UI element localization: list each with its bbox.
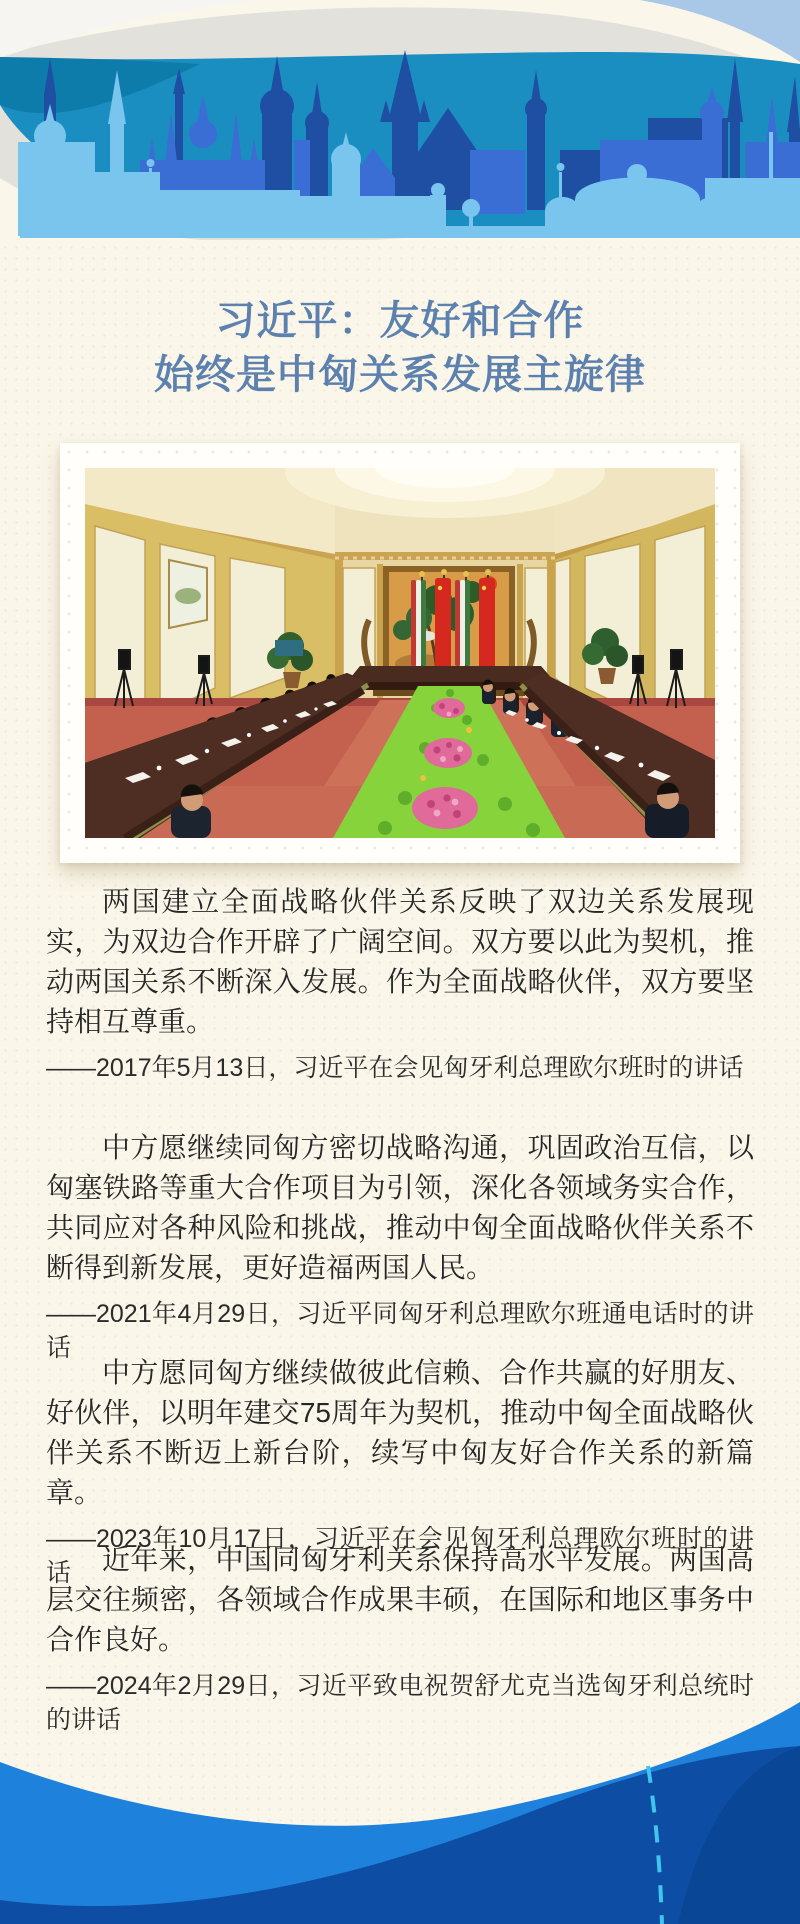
- title-line-1: 习近平：友好和合作: [215, 299, 585, 343]
- quote-text: 两国建立全面战略伙伴关系反映了双边关系发展现实，为双边合作开辟了广阔空间。双方要以此为契机，推动两国关系不断深入发展。作为全面战略伙伴，双方要坚持相互尊重。: [46, 886, 754, 1037]
- quote-text: 近年来，中国同匈牙利关系保持高水平发展。两国高层交往频密，各领域合作成果丰硕，在国际和地区事务中合作良好。: [46, 1544, 754, 1655]
- head-table: [347, 666, 555, 682]
- quote-text: 中方愿继续同匈方密切战略沟通，巩固政治互信，以匈塞铁路等重大合作项目为引领，深化各领域务实合作，共同应对各种风险和挑战，推动中匈全面战略伙伴关系不断得到新发展，更好造福两国人民。: [46, 1132, 754, 1283]
- photo-frame: [60, 443, 740, 863]
- quote-attribution: ——2023年10月17日，习近平在会见匈牙利总理欧尔班时的讲话: [46, 1525, 754, 1587]
- quote-block-2: [46, 1128, 754, 1365]
- page-title: [0, 294, 800, 402]
- quote-block-1: [46, 882, 754, 1085]
- header-skyline-illustration: [0, 0, 800, 240]
- footer-wave-decoration: [0, 1694, 800, 1924]
- quotes-section: [0, 882, 800, 1762]
- quote-attribution: ——2017年5月13日，习近平在会见匈牙利总理欧尔班时的讲话: [46, 1054, 744, 1082]
- china-flag: [435, 578, 451, 670]
- quote-attribution: ——2024年2月29日，习近平致电祝贺舒尤克当选匈牙利总统时的讲话: [46, 1672, 754, 1734]
- teal-side-table: [275, 640, 303, 656]
- hungary-flag: [411, 580, 426, 668]
- title-line-2: 始终是中匈关系发展主旋律: [154, 353, 646, 397]
- hungary-flag: [455, 580, 470, 668]
- quote-text: 中方愿同匈方继续做彼此信赖、合作共赢的好朋友、好伙伴，以明年建交75周年为契机，推动中匈全面战略伙伴关系不断迈上新台阶，续写中匈友好合作关系的新篇章。: [46, 1357, 754, 1508]
- meeting-photo: [85, 468, 715, 838]
- quote-attribution: ——2021年4月29日，习近平同匈牙利总理欧尔班通电话时的讲话: [46, 1300, 754, 1362]
- china-flag: [479, 578, 495, 670]
